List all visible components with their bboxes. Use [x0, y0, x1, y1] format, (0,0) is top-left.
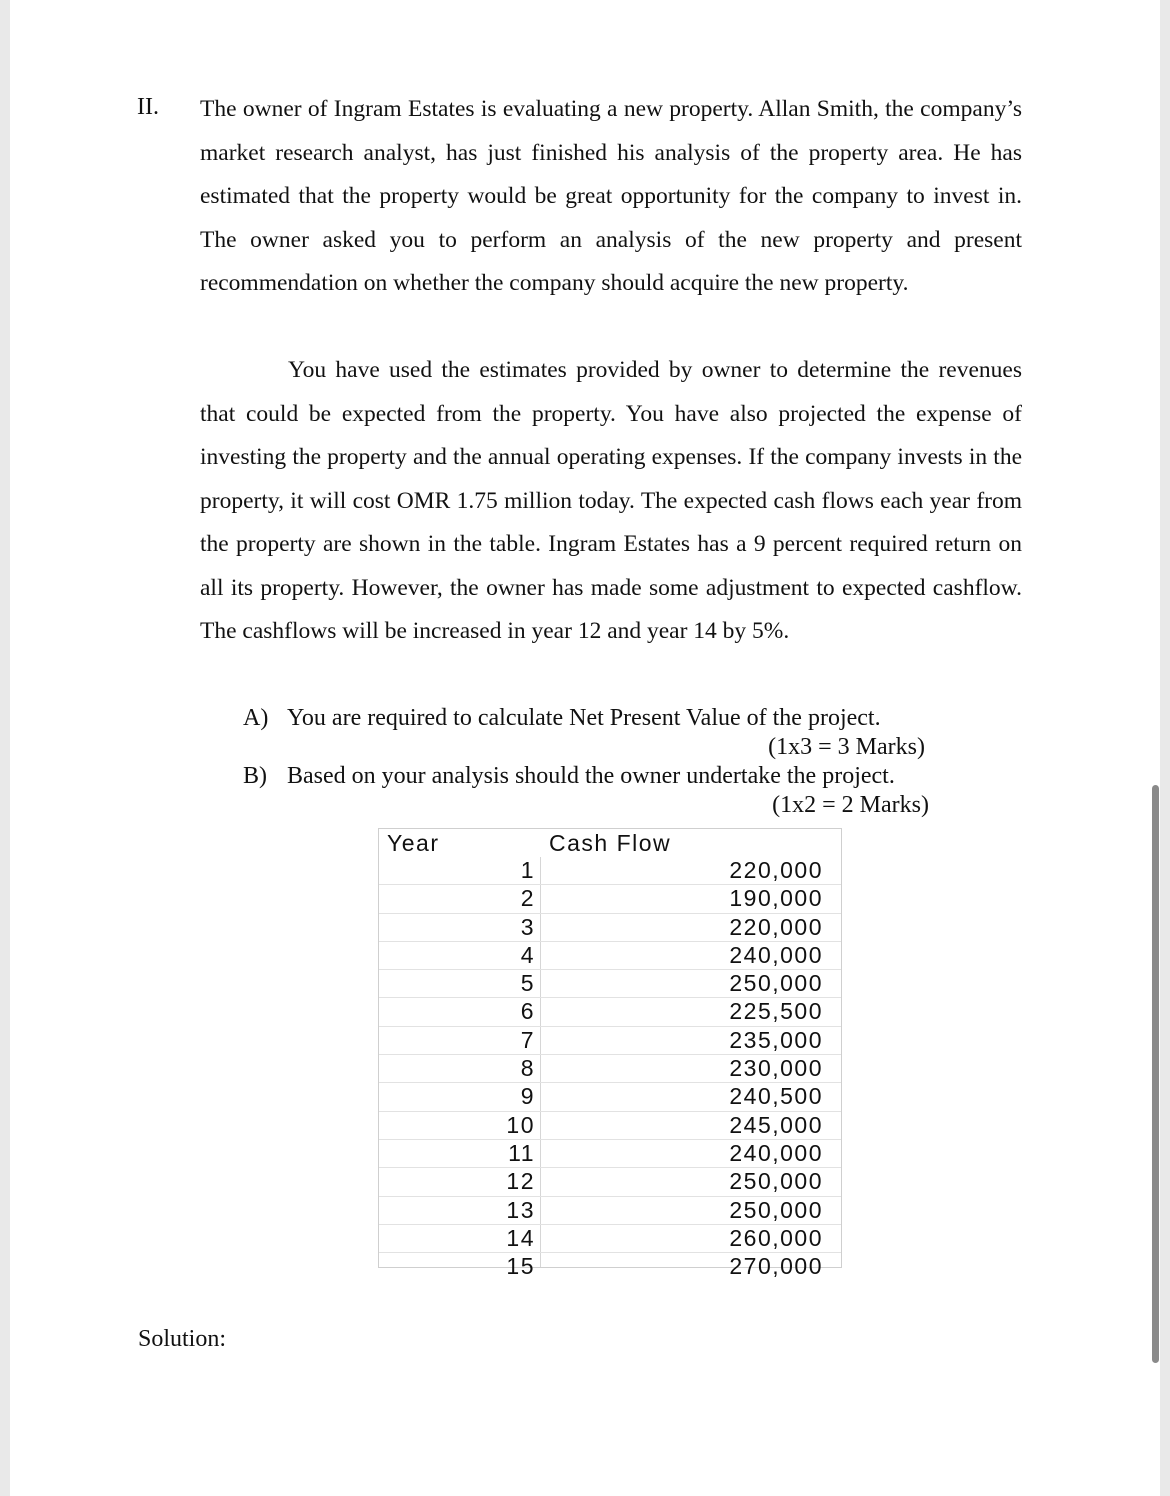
year-cell: 9: [520, 1083, 535, 1110]
cash-flow-column-header: Cash Flow: [549, 830, 672, 856]
table-row: [379, 998, 841, 1026]
task-letter: B): [243, 763, 267, 789]
task-list: [243, 704, 933, 820]
table-row: [379, 1083, 841, 1111]
cash-flow-cell: 250,000: [729, 1168, 823, 1195]
year-cell: 4: [520, 941, 535, 968]
cash-flow-cell: 225,500: [729, 998, 823, 1025]
year-cell: 14: [506, 1224, 535, 1251]
task-text: You are required to calculate Net Present Value of the project.: [287, 705, 881, 731]
task-a: [243, 704, 933, 762]
year-cell: 10: [506, 1111, 535, 1138]
question-paragraph-2: You have used the estimates provided by owner to determine the revenues that could be expected from the property. You have also projected the expense of investing the property and the annual operating expenses. If the company invests in the property, it will cost OMR 1.75 million today. The expected cash flows each year from the property are shown in the table. Ingram Estates has a 9 percent required return on all its property. However, the owner has made some adjustment to expected cashflow. The cashflows will be increased in year 12 and year 14 by 5%.: [200, 357, 1022, 644]
table-row: [379, 1197, 841, 1225]
year-cell: 7: [520, 1026, 535, 1053]
cash-flow-cell: 250,000: [729, 1196, 823, 1223]
year-cell: 8: [520, 1055, 535, 1082]
question-number: II.: [137, 94, 159, 120]
task-marks: (1x3 = 3 Marks): [768, 734, 925, 760]
cash-flow-cell: 190,000: [729, 885, 823, 912]
table-row: [379, 1027, 841, 1055]
solution-label: Solution:: [138, 1326, 227, 1352]
task-b: [243, 762, 933, 820]
year-cell: 15: [506, 1253, 535, 1280]
task-marks: (1x2 = 2 Marks): [772, 792, 929, 818]
cash-flow-cell: 260,000: [729, 1224, 823, 1251]
table-row: [379, 885, 841, 913]
year-cell: 11: [508, 1139, 535, 1166]
cash-flow-cell: 220,000: [729, 913, 823, 940]
task-letter: A): [243, 705, 269, 731]
cash-flow-cell: 240,000: [729, 941, 823, 968]
cash-flow-cell: 230,000: [729, 1055, 823, 1082]
year-cell: 1: [520, 857, 535, 883]
table-row: [379, 857, 841, 885]
cash-flow-table: [378, 828, 842, 1280]
table-row: [379, 1055, 841, 1083]
year-cell: 3: [520, 913, 535, 940]
table-row: [379, 1168, 841, 1196]
task-text: Based on your analysis should the owner undertake the project.: [287, 763, 895, 789]
year-cell: 12: [506, 1168, 535, 1195]
table-row: [379, 1112, 841, 1140]
cash-flow-cell: 270,000: [729, 1253, 823, 1280]
table-row: [379, 970, 841, 998]
table-row: [379, 942, 841, 970]
year-cell: 2: [520, 885, 535, 912]
cash-flow-cell: 240,500: [729, 1083, 823, 1110]
table-header: [379, 829, 841, 857]
table-row: [379, 1140, 841, 1168]
vertical-scrollbar[interactable]: [1152, 785, 1159, 1363]
cash-flow-cell: 235,000: [729, 1026, 823, 1053]
table-body: [379, 857, 841, 1280]
question-paragraph-1: The owner of Ingram Estates is evaluating a new property. Allan Smith, the company’s market research analyst, has just finished his analysis of the property area. He has estimated that the property would be great opportunity for the company to invest in. The owner asked you to perform an analysis of the new property and present recommendation on whether the company should acquire the new property.: [200, 96, 1022, 296]
year-cell: 5: [520, 970, 535, 997]
year-column-header: Year: [387, 830, 440, 856]
table-row: [379, 1225, 841, 1253]
year-cell: 13: [506, 1196, 535, 1223]
cash-flow-cell: 245,000: [729, 1111, 823, 1138]
cash-flow-cell: 240,000: [729, 1139, 823, 1166]
cash-flow-cell: 220,000: [729, 857, 823, 883]
cash-flow-cell: 250,000: [729, 970, 823, 997]
table-row: [379, 1253, 841, 1280]
year-cell: 6: [520, 998, 535, 1025]
table-row: [379, 914, 841, 942]
